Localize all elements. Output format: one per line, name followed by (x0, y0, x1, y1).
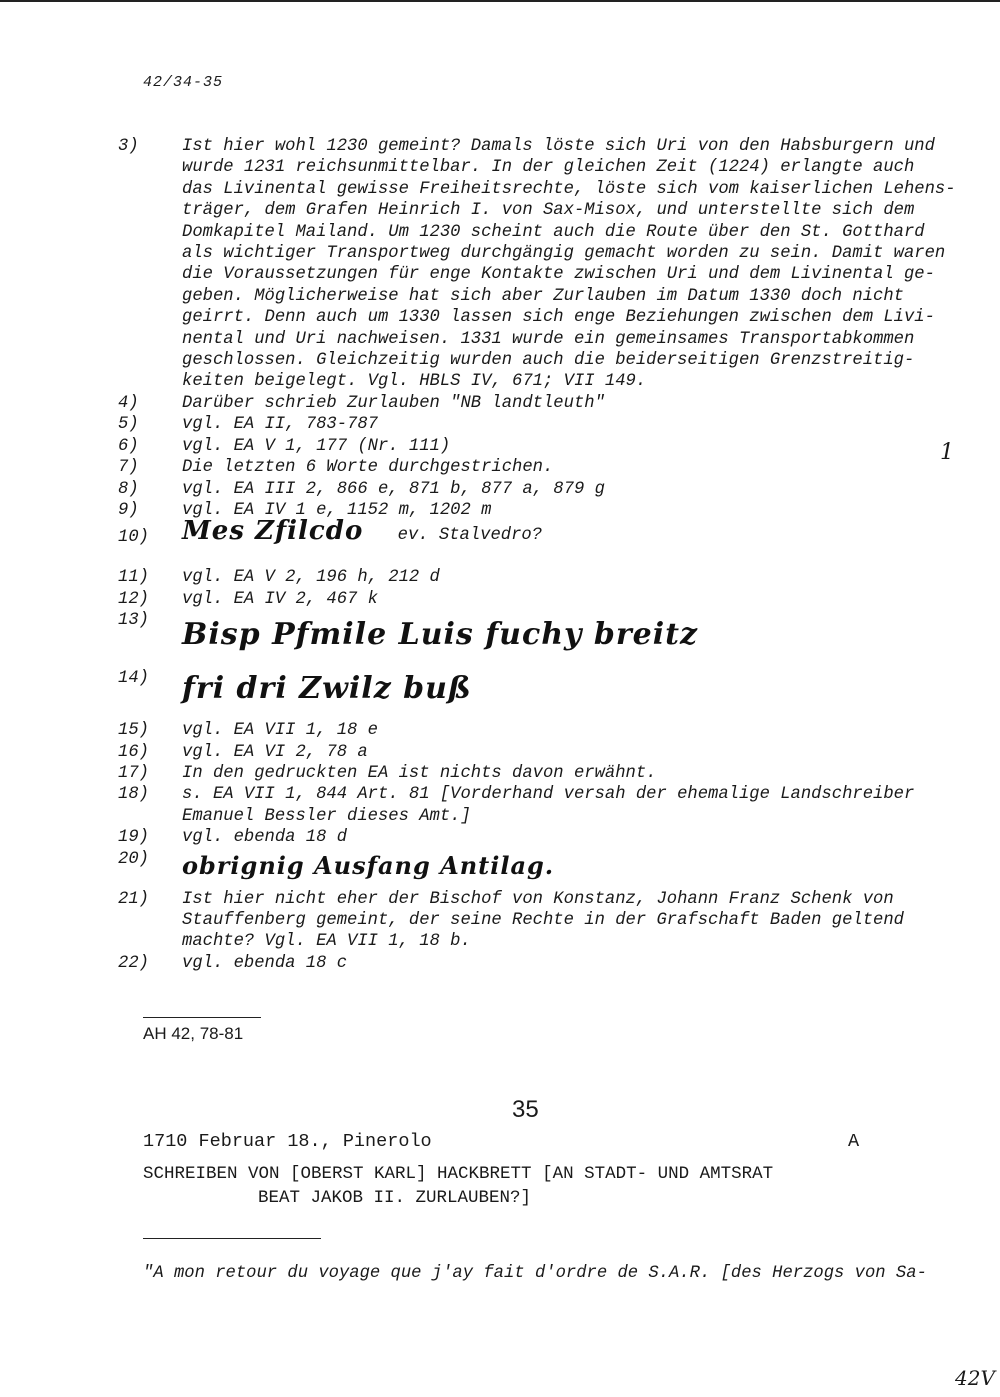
footnote-line: wurde 1231 reichsunmittelbar. In der gleichen Zeit (1224) erlangte auch (182, 158, 915, 178)
footnote (118, 436, 918, 457)
footnote-10 (118, 516, 918, 567)
footnote-line: träger, dem Grafen Heinrich I. von Sax-Misox, und unterstellte sich dem (182, 201, 915, 221)
footnote-group (118, 567, 918, 610)
footnote-number: 11) (118, 568, 149, 588)
separator-rule (143, 1238, 321, 1239)
footnote-14 (118, 668, 918, 720)
footnote-number: 8) (118, 479, 139, 499)
top-border (0, 0, 1000, 2)
footnote-line: als wichtiger Transportweg durchgängig gemacht worden zu sein. Damit waren (182, 244, 946, 264)
footnotes (118, 136, 956, 974)
footnote-number: 17) (118, 763, 149, 783)
footnote-number: 21) (118, 889, 149, 909)
separator-rule (143, 1017, 261, 1018)
footnote-line: vgl. EA V 1, 177 (Nr. 111) (182, 436, 451, 456)
footnote-number: 22) (118, 953, 149, 973)
footnote-number: 12) (118, 589, 149, 609)
footnote (118, 827, 918, 848)
footnote-line: vgl. EA IV 2, 467 k (182, 589, 378, 609)
footnote-number: 6) (118, 436, 139, 456)
footnote-text: ev. Stalvedro? (397, 526, 543, 546)
document-heading (143, 1162, 773, 1210)
footnote-line: vgl. EA II, 783-787 (182, 415, 378, 435)
footnote-line: Domkapitel Mailand. Um 1230 scheint auch die Route über den St. Gotthard (182, 222, 925, 242)
footnote-number: 16) (118, 742, 149, 762)
handwritten-word: Mes Zfilcdo (182, 516, 364, 547)
footnote-number: 4) (118, 393, 139, 413)
source-reference: AH 42, 78-81 (143, 1024, 244, 1043)
quote-text: "A mon retour du voyage que j'ay fait d'ordre de S.A.R. [des Herzogs von Sa- (143, 1264, 927, 1283)
footnote-group (118, 720, 918, 848)
page-number: 35 (512, 1096, 539, 1123)
heading-line: SCHREIBEN VON [OBERST KARL] HACKBRETT [AN STADT- UND AMTSRAT (143, 1164, 774, 1184)
footnote-line: Ist hier nicht eher der Bischof von Konstanz, Johann Franz Schenk von (182, 889, 894, 909)
footnote-line: s. EA VII 1, 844 Art. 81 [Vorderhand versah der ehemalige Landschreiber (182, 785, 915, 805)
footnote-number: 3) (118, 137, 139, 156)
letter-code: A (848, 1131, 860, 1152)
footnote-line: nental und Uri nachweisen. 1331 wurde ein gemeinsames Transportabkommen (182, 329, 915, 349)
footnote-line: In den gedruckten EA ist nichts davon erwähnt. (182, 763, 657, 783)
footnote-line: Die letzten 6 Worte durchgestrichen. (182, 458, 554, 478)
footnote-number: 15) (118, 721, 149, 741)
footnote (118, 953, 918, 974)
footnote-number: 14) (118, 669, 149, 689)
heading-line: BEAT JAKOB II. ZURLAUBEN?] (258, 1188, 532, 1208)
footnote (118, 479, 918, 500)
footnote (118, 889, 918, 953)
footnote-line: machte? Vgl. EA VII 1, 18 b. (182, 932, 471, 952)
footnote-number: 20) (118, 849, 149, 869)
footnote-number: 9) (118, 500, 139, 520)
footnote-group (118, 136, 956, 521)
footnote-line: vgl. EA V 2, 196 h, 212 d (182, 568, 440, 588)
footnote (118, 414, 918, 435)
footnote-line: die Voraussetzungen für enge Kontakte zwischen Uri und dem Livinental ge- (182, 265, 935, 285)
footnote-line: Ist hier wohl 1230 gemeint? Damals löste sich Uri von den Habsburgern und (182, 137, 935, 156)
footnote-line: Darüber schrieb Zurlauben "NB landtleuth" (182, 393, 605, 413)
footnote-number: 18) (118, 785, 149, 805)
corner-mark: 42V (955, 1366, 995, 1390)
footnote-line: Emanuel Bessler dieses Amt.] (182, 806, 471, 826)
footnote-number: 5) (118, 415, 139, 435)
footnote-line: geschlossen. Gleichzeitig wurden auch die beiderseitigen Grenzstreitig- (182, 351, 915, 371)
footnote-line: keiten beigelegt. Vgl. HBLS IV, 671; VII 149. (182, 372, 647, 392)
margin-mark: 1 (940, 440, 954, 465)
footnote (118, 720, 918, 741)
date-place: 1710 Februar 18., Pinerolo (143, 1131, 432, 1152)
footnote-line: vgl. ebenda 18 d (182, 828, 348, 848)
footnote (118, 763, 918, 784)
handwritten-phrase: Bisp Pfmile Luis fuchy breitz (182, 617, 699, 653)
footnote (118, 742, 918, 763)
footnote (118, 567, 918, 588)
footnote-group (118, 889, 918, 975)
footnote-line: Stauffenberg gemeint, der seine Rechte in der Grafschaft Baden geltend (182, 910, 904, 930)
footnote-number: 13) (118, 611, 149, 631)
footnote-number: 19) (118, 828, 149, 848)
footnote-13 (118, 610, 918, 668)
footnote-line: geirrt. Denn auch um 1330 lassen sich enge Beziehungen zwischen dem Livi- (182, 308, 935, 328)
footnote (118, 784, 918, 827)
handwritten-phrase: fri dri Zwilz buß (182, 671, 472, 707)
footnote-number: 7) (118, 458, 139, 478)
footnote (118, 136, 956, 393)
footnote-line: vgl. EA VII 1, 18 e (182, 721, 378, 741)
footnote-line: geben. Möglicherweise hat sich aber Zurlauben im Datum 1330 doch nicht (182, 286, 904, 306)
footnote-line: vgl. EA III 2, 866 e, 871 b, 877 a, 879 g (182, 479, 605, 499)
footnote-line: das Livinental gewisse Freiheitsrechte, löste sich vom kaiserlichen Lehens- (182, 179, 956, 199)
footnote-20 (118, 849, 918, 889)
handwritten-phrase: obrignig Ausfang Antilag. (182, 850, 555, 880)
footnote-line: vgl. EA VI 2, 78 a (182, 742, 368, 762)
footnote-line: vgl. EA IV 1 e, 1152 m, 1202 m (182, 500, 492, 520)
footnote-number: 10) (118, 528, 149, 548)
footnote (118, 457, 918, 478)
footnote (118, 589, 918, 610)
footnote-line: vgl. ebenda 18 c (182, 953, 348, 973)
footnote (118, 393, 918, 414)
page-reference: 42/34-35 (143, 74, 224, 91)
